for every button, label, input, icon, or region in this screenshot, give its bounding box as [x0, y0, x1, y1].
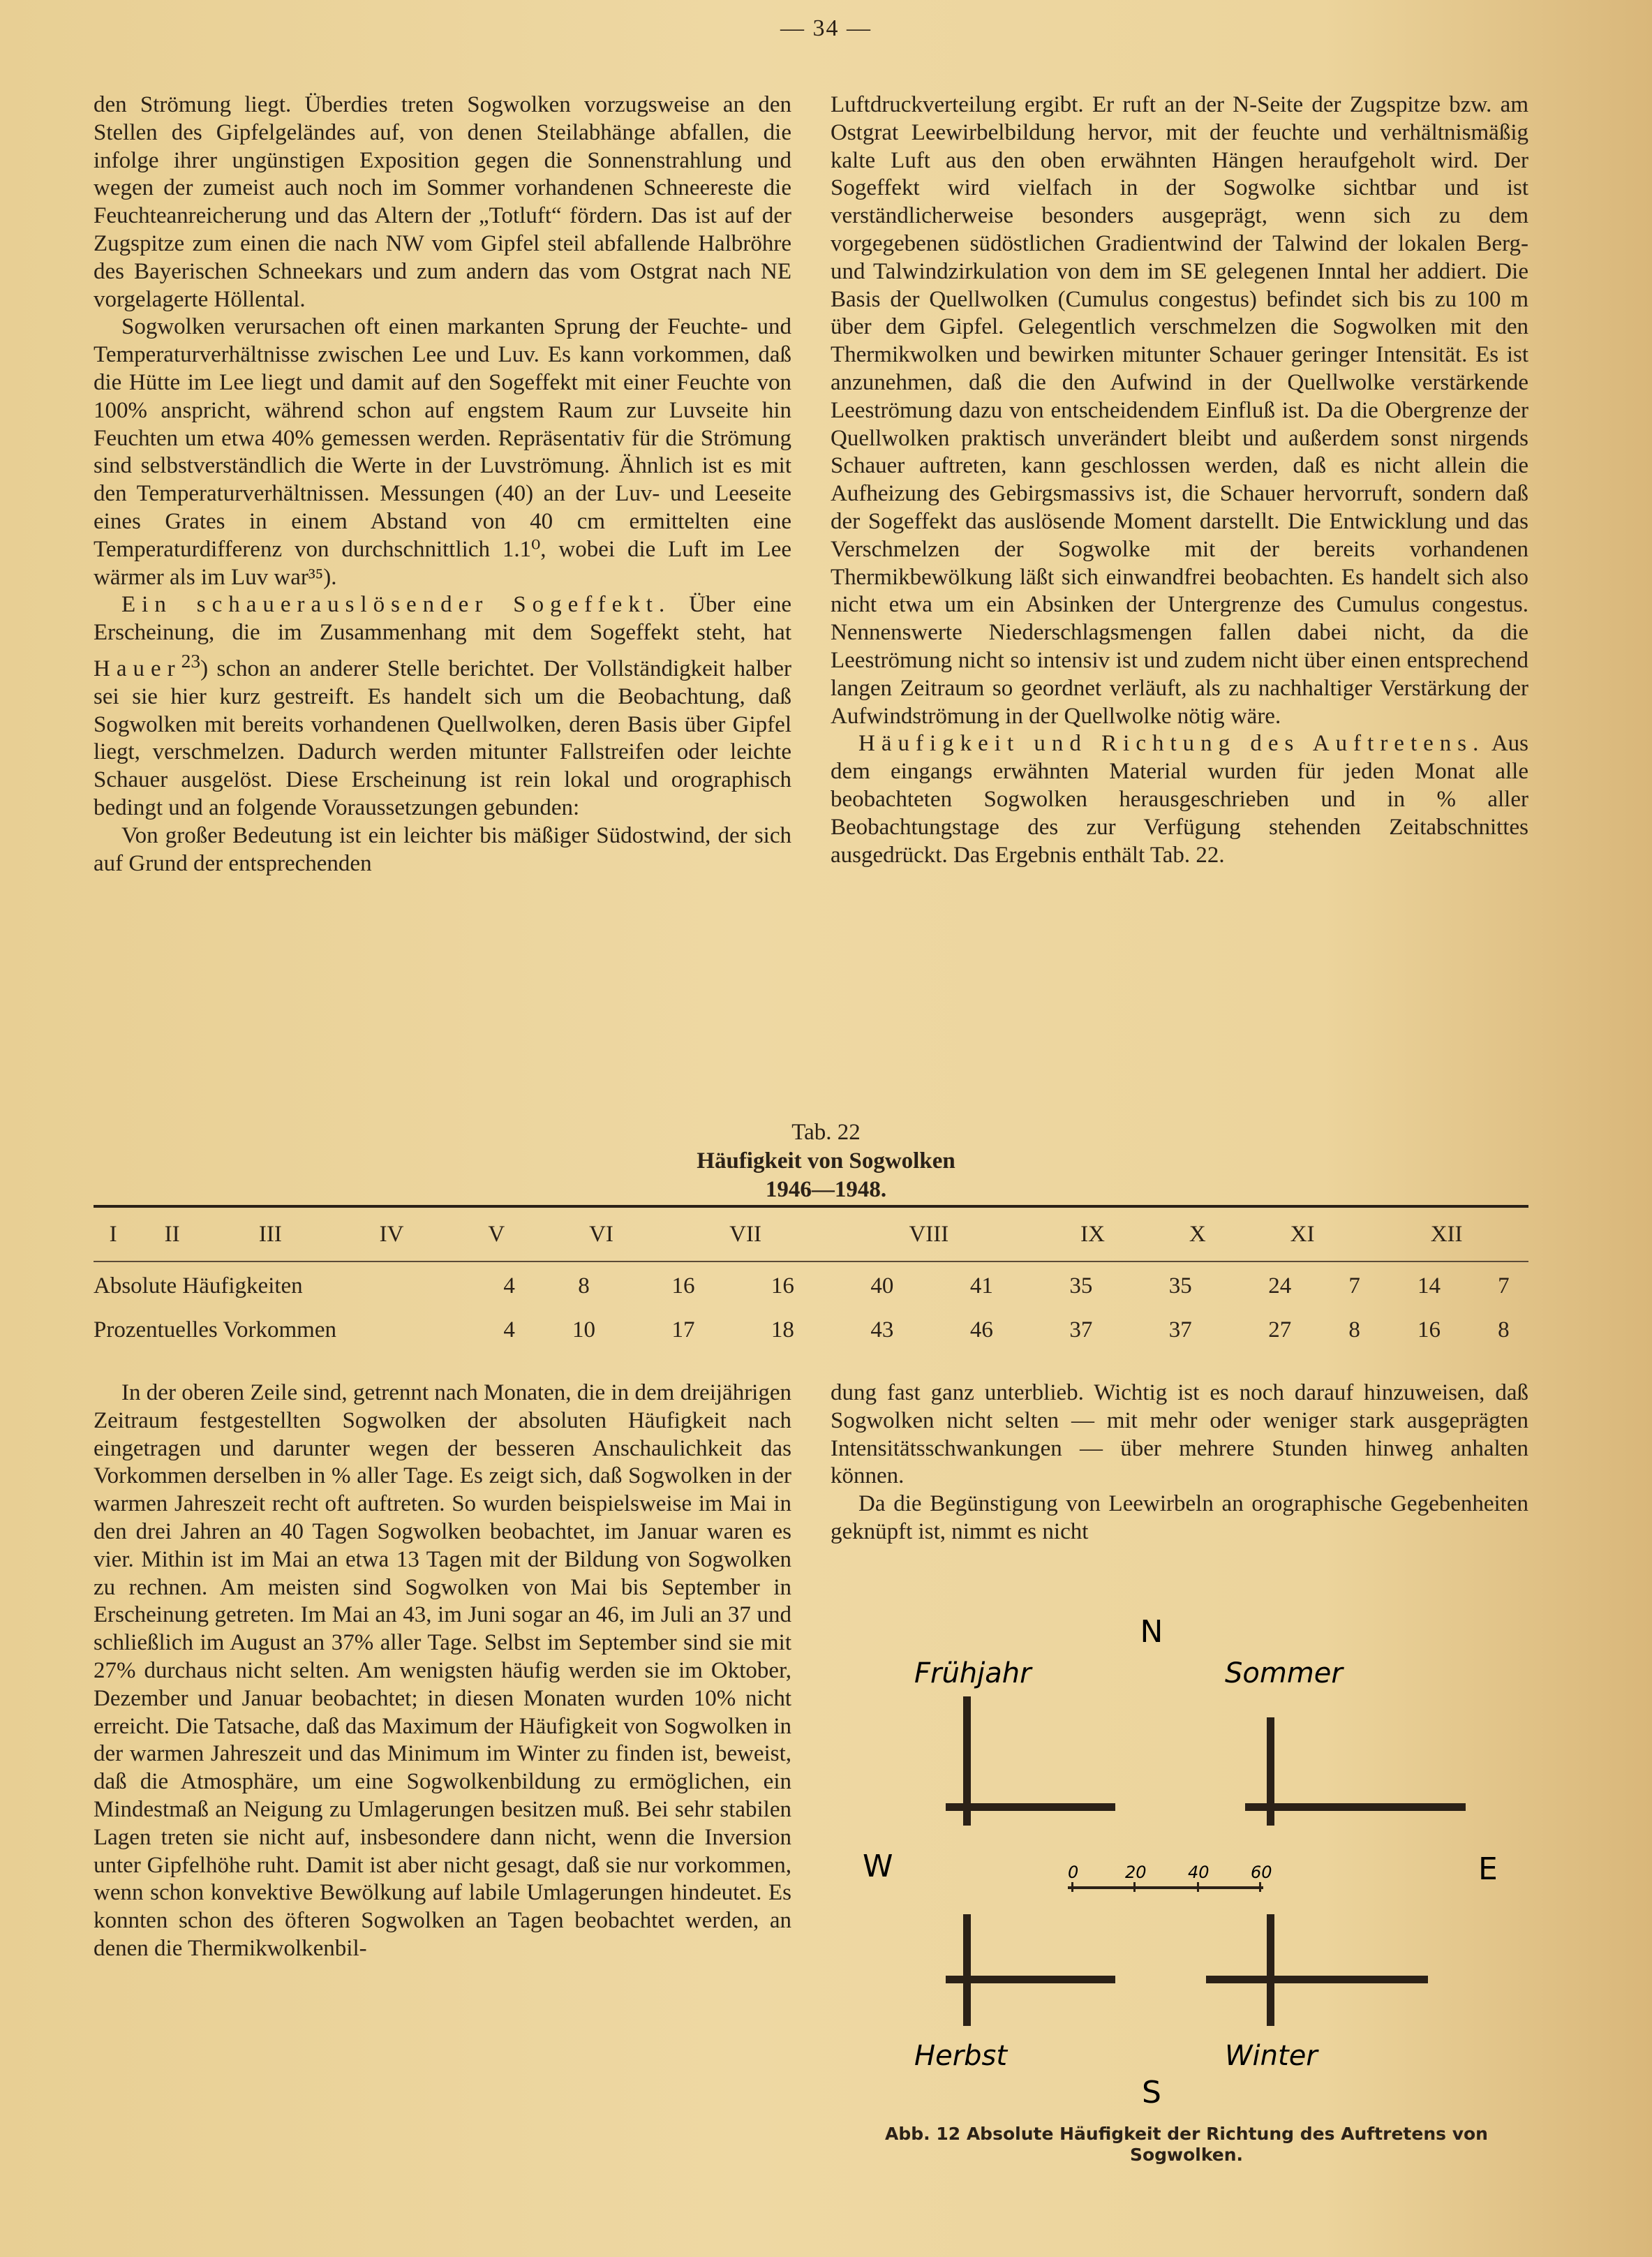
table-title: Häufigkeit von Sogwolken	[697, 1148, 955, 1174]
table-cell: 46	[969, 1317, 993, 1342]
season-label-autumn: Herbst	[914, 2040, 1008, 2072]
summer-cross	[1245, 1717, 1466, 1826]
frequency-table	[94, 1205, 1528, 1350]
table-header-row	[94, 1208, 1528, 1261]
figure-caption: Abb. 12 Absolute Häufigkeit der Richtung des Auftretens von Sogwolken.	[885, 2124, 1488, 2165]
scale-label: 0	[1068, 1863, 1079, 1882]
paragraph: Da die Begünstigung von Leewirbeln an orographische Gegebenheiten geknüpft ist, nimmt es nicht	[831, 1491, 1528, 1544]
spring-cross	[946, 1696, 1115, 1826]
month-header: XI	[1290, 1221, 1315, 1247]
month-header: VIII	[909, 1221, 949, 1247]
section-heading: Ein schauerauslösender Sogeffekt.	[121, 592, 671, 618]
month-header: III	[258, 1221, 282, 1247]
direction-diagram	[838, 1606, 1535, 2122]
author-name: Hauer	[94, 656, 181, 681]
paragraph: In der oberen Zeile sind, getrennt nach Monaten, die in dem dreijährigen Zeitraum festgestellten Sogwolken der absoluten Häufigkeit nach eingetragen und darunter wegen der besseren Anschaulichkeit das Vorkommen derselben in % aller Tage. Es zeigt sich, daß Sogwolken in der warmen Jahreszeit recht oft auftreten. So wurden beispielsweise im Mai in den drei Jahren an 40 Tagen Sogwolken beobachtet, im Januar waren es vier. Mithin ist im Mai an etwa 13 Tagen mit der Bildung von Sogwolken zu rechnen. Am meisten sind Sogwolken von Mai bis September in Erscheinung getreten. Im Mai an 43, im Juni sogar an 46, im Juli an 37 und schließlich im August an 37% aller Tage. Selbst im September sind sie mit 27% durchaus nicht selten. Am wenigsten häufig werden sie im Oktober, Dezember und Januar beobachtet; in diesen Monaten wurden 10% nicht erreicht. Die Tatsache, daß das Maximum der Häufigkeit von Sogwolken in der warmen Jahreszeit und das Minimum im Winter zu finden ist, beweist, daß die Atmosphäre, um eine Sogwolkenbildung zu ermöglichen, ein Mindestmaß an Neigung zu Umlagerungen besitzen muß. Bei sehr stabilen Lagen treten sie nicht auf, insbesondere dann nicht, wenn die Inversion unter Gipfelhöhe ruht. Damit ist aber nicht gesagt, daß sie nur vorkommen, wenn schon konvektive Bewölkung auf labile Umlagerungen hindeutet. Es konnten schon des öfteren Sogwolken an Tagen beobachtet werden, an denen die Thermikwolkenbil-	[94, 1380, 791, 1961]
table-cell: 8	[1498, 1317, 1510, 1342]
month-header: VI	[589, 1221, 613, 1247]
table-cell: 16	[671, 1273, 695, 1298]
table-cell: 35	[1168, 1273, 1192, 1298]
table-cell: 7	[1498, 1273, 1510, 1298]
month-header: I	[109, 1221, 117, 1247]
month-header: V	[488, 1221, 505, 1247]
month-header: IX	[1080, 1221, 1105, 1247]
scale-label: 60	[1251, 1863, 1272, 1882]
month-header: X	[1189, 1221, 1206, 1247]
table-row	[94, 1262, 1528, 1310]
compass-south: S	[1142, 2075, 1161, 2110]
table-cell: 4	[503, 1273, 515, 1298]
table-cell: 17	[671, 1317, 695, 1342]
scale-bar	[1068, 1863, 1272, 1892]
table-cell: 10	[572, 1317, 595, 1342]
table-cell: 8	[1348, 1317, 1360, 1342]
autumn-cross	[946, 1914, 1115, 2026]
month-header: XII	[1430, 1221, 1463, 1247]
table-years: 1946—1948.	[765, 1177, 887, 1202]
column-top-left	[94, 91, 791, 878]
footnote-ref: 23	[181, 649, 201, 672]
scale-label: 40	[1188, 1863, 1210, 1882]
paragraph: Luftdruckverteilung ergibt. Er ruft an der N-Seite der Zugspitze bzw. am Ostgrat Leewirbelbildung hervor, mit der feuchte und verhältnismäßig kalte Luft aus den oben erwähnten Hängen heraufgeholt wird. Der Sogeffekt wird vielfach in der Sogwolke sichtbar und ist verständlicherweise besonders ausgeprägt, wenn sich zu dem vorgegebenen südöstlichen Gradientwind der Talwind der lokalen Berg- und Talwindzirkulation von dem im SE gelegenen Inntal her addiert. Die Basis der Quellwolken (Cumulus congestus) befindet sich bis zu 100 m über dem Gipfel. Gelegentlich verschmelzen die Sogwolken mit den Thermikwolken und bewirken mitunter Schauer geringer Intensität. Es ist anzunehmen, daß die den Aufwind in der Quellwolke verstärkende Leeströmung dazu von entscheidendem Einfluß ist. Da die Obergrenze der Quellwolken praktisch unverändert bleibt und außerdem sonst nirgends Schauer auftreten, kann geschlossen werden, daß es nicht allein die Aufheizung des Gebirgsmassivs ist, die Schauer hervorruft, sondern daß der Sogeffekt das auslösende Moment darstellt. Die Entwicklung und das Verschmelzen der Sogwolke mit der bereits vorhandenen Thermikbewölkung läßt sich einwandfrei beobachten. Es handelt sich also nicht etwa um ein Absinken der Untergrenze des Cumulus congestus. Nennenswerte Niederschlagsmengen fallen dabei nicht, da die Leeströmung nicht so intensiv ist und zudem nicht über einen entsprechend langen Zeitraum so geordnet verläuft, als zu nachhaltiger Verstärkung der Aufwindströmung in der Quellwolke nötig wäre.	[831, 92, 1528, 729]
table-cell: 37	[1168, 1317, 1192, 1342]
table-cell: 43	[870, 1317, 894, 1342]
row-label: Prozentuelles Vorkommen	[94, 1317, 336, 1342]
paragraph: Sogwolken verursachen oft einen markanten Sprung der Feuchte- und Temperaturverhältnisse zwischen Lee und Luv. Es kann vorkommen, daß die Hütte im Lee liegt und damit auf den Sogeffekt mit einer Feuchte von 100% anspricht, während schon auf engstem Raum zur Luvseite hin Feuchten um etwa 40% gemessen werden. Repräsentativ für die Strömung sind selbstverständlich die Werte in der Luvströmung. Ähnlich ist es mit den Temperaturverhältnissen. Messungen (40) an der Luv- und Leeseite eines Grates in einem Abstand von 40 cm ermittelten eine Temperaturdifferenz von durchschnittlich 1.1⁰, wobei die Luft im Lee wärmer als im Luv war³⁵).	[94, 314, 791, 590]
page-number: — 34 —	[780, 15, 872, 41]
paragraph: Ein schauerauslösender Sogeffekt. Über eine Erscheinung, die im Zusammenhang mit dem Sogeffekt steht, hat Hauer$^{23}$) schon an anderer Stelle berichtet. Der Vollständigkeit halber sei sie hier kurz gestreift. Es handelt sich um die Beobachtung, daß Sogwolken mit bereits vorhandenen Quellwolken, deren Basis über Gipfel liegt, verschmelzen. Dadurch werden mitunter Fallstreifen oder leichte Schauer ausgelöst. Diese Erscheinung ist rein lokal und orographisch bedingt und an folgende Voraussetzungen gebunden:	[94, 592, 791, 820]
paragraph: Von großer Bedeutung ist ein leichter bis mäßiger Südostwind, der sich auf Grund der entsprechenden	[94, 822, 791, 876]
table-cell: 27	[1268, 1317, 1292, 1342]
table-row	[94, 1310, 1528, 1350]
table	[94, 1208, 1528, 1261]
table-cell: 7	[1348, 1273, 1360, 1298]
compass-east: E	[1478, 1851, 1498, 1887]
compass-north: N	[1140, 1614, 1163, 1650]
table-cell: 16	[1417, 1317, 1441, 1342]
table-cell: 14	[1417, 1273, 1441, 1298]
table-cell: 40	[870, 1273, 894, 1298]
month-header: IV	[379, 1221, 404, 1247]
table-cell: 41	[969, 1273, 993, 1298]
table-cell: 4	[503, 1317, 515, 1342]
paragraph: den Strömung liegt. Überdies treten Sogwolken vorzugsweise an den Stellen des Gipfelgeländes auf, von denen Steilabhänge abfallen, die infolge ihrer ungünstigen Exposition gegen die Sonnenstrahlung und wegen der zumeist auch noch im Sommer vorhandenen Schneereste die Feuchteanreicherung und das Altern der „Totluft“ fördern. Das ist auf der Zugspitze zum einen die nach NW vom Gipfel steil abfallende Halbröhre des Bayerischen Schneekars und zum andern das vom Ostgrat nach NE vorgelagerte Höllental.	[94, 92, 791, 312]
paragraph: dung fast ganz unterblieb. Wichtig ist es noch darauf hinzuweisen, daß Sogwolken nicht selten — mit mehr oder weniger stark ausgeprägten Intensitätsschwankungen — über mehrere Stunden hinweg anhalten können.	[831, 1380, 1528, 1489]
section-heading: Häufigkeit und Richtung des Auftretens.	[858, 731, 1485, 757]
table-cell: 35	[1069, 1273, 1093, 1298]
season-label-summer: Sommer	[1225, 1657, 1343, 1689]
month-header: VII	[729, 1221, 761, 1247]
column-bottom-left	[94, 1379, 791, 1963]
paragraph: Häufigkeit und Richtung des Auftretens. Aus dem eingangs erwähnten Material wurden für jeden Monat alle beobachteten Sogwolken herausgeschrieben und in % aller Beobachtungstage des zur Verfügung stehenden Zeitabschnittes ausgedrückt. Das Ergebnis enthält Tab. 22.	[831, 731, 1528, 868]
table-body	[94, 1262, 1528, 1350]
table-cell: 18	[771, 1317, 794, 1342]
column-bottom-right	[831, 1379, 1528, 1546]
winter-cross	[1206, 1914, 1428, 2026]
table-caption: Tab. 22	[791, 1120, 861, 1145]
table-cell: 24	[1268, 1273, 1292, 1298]
table-cell: 8	[578, 1273, 590, 1298]
season-label-winter: Winter	[1225, 2040, 1318, 2072]
month-header: II	[164, 1221, 180, 1247]
table-cell: 16	[771, 1273, 794, 1298]
compass-west: W	[863, 1849, 893, 1884]
season-label-spring: Frühjahr	[914, 1657, 1032, 1689]
column-top-right	[831, 91, 1528, 869]
table-cell: 37	[1069, 1317, 1093, 1342]
scale-label: 20	[1125, 1863, 1147, 1882]
row-label: Absolute Häufigkeiten	[94, 1273, 303, 1298]
